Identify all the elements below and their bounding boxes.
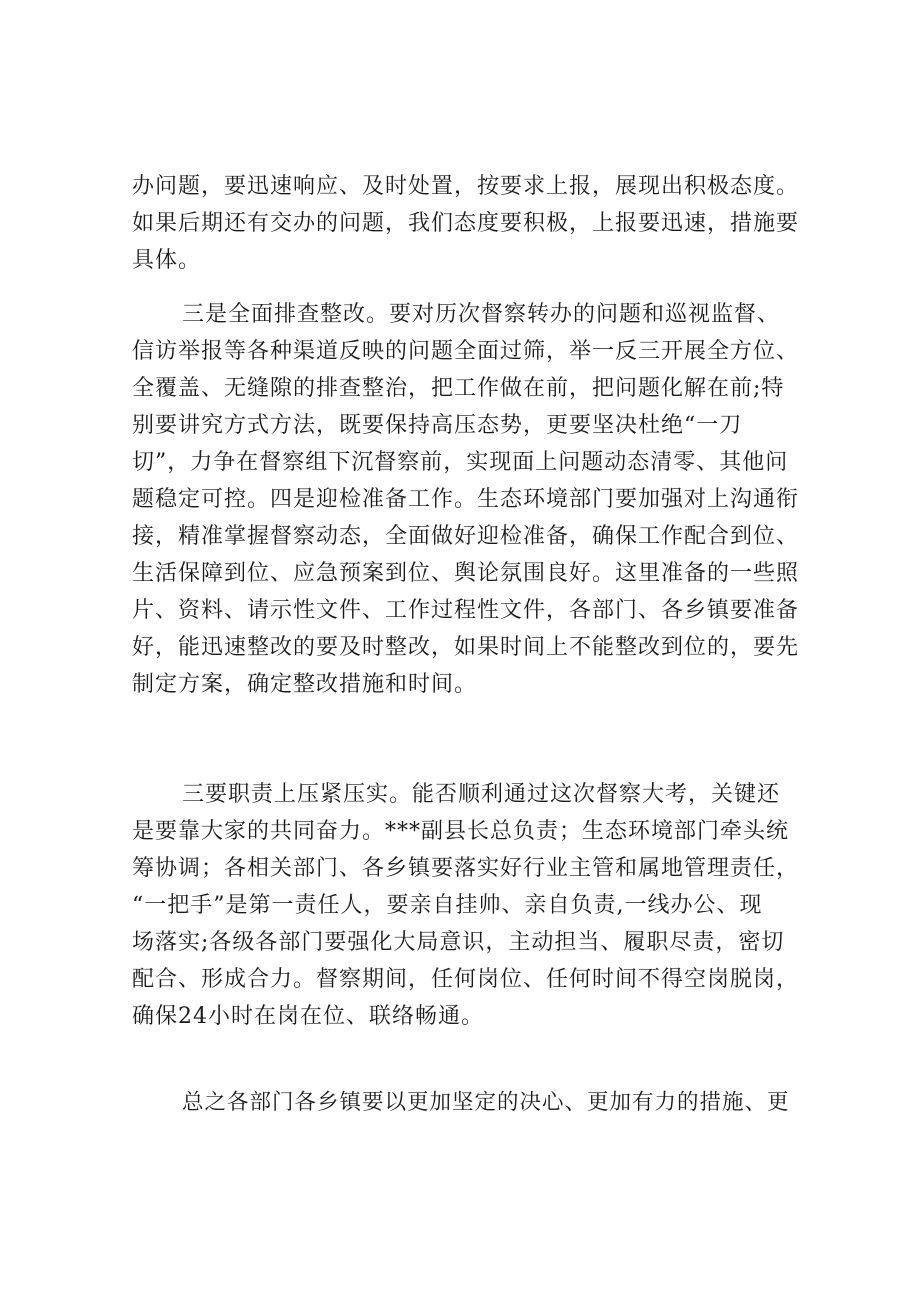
text-line: 全覆盖、无缝隙的排查整治，把工作做在前，把问题化解在前;特 bbox=[132, 376, 785, 401]
text-line: 筹协调；各相关部门、各乡镇要落实好行业主管和属地管理责任， bbox=[132, 856, 800, 881]
text-line: 确保24小时在岗在位、联络畅通。 bbox=[132, 1004, 484, 1029]
text-line: 别要讲究方式方法，既要保持高压态势，更要坚决杜绝“一刀 bbox=[132, 413, 743, 438]
text-line: 制定方案，确定整改措施和时间。 bbox=[132, 672, 478, 697]
text-line: 切”，力争在督察组下沉督察前，实现面上问题动态清零、其他问 bbox=[132, 450, 789, 475]
text-line: 三要职责上压紧压实。能否顺利通过这次督察大考，关键还 bbox=[182, 782, 781, 807]
text-line: 接，精准掌握督察动态，全面做好迎检准备，确保工作配合到位、 bbox=[132, 524, 800, 549]
paragraph-1 bbox=[132, 168, 802, 279]
text-line: 办问题，要迅速响应、及时处置，按要求上报，展现出积极态度。 bbox=[132, 174, 800, 199]
text-line: 信访举报等各种渠道反映的问题全面过筛，举一反三开展全方位、 bbox=[132, 339, 800, 364]
paragraph-3 bbox=[132, 776, 802, 1035]
text-line: 好，能迅速整改的要及时整改，如果时间上不能整改到位的，要先 bbox=[132, 635, 800, 660]
paragraph-2 bbox=[132, 296, 802, 703]
text-line: 总之各部门各乡镇要以更加坚定的决心、更加有力的措施、更 bbox=[182, 1090, 790, 1115]
paragraph-4 bbox=[132, 1084, 802, 1121]
text-line: 场落实;各级各部门要强化大局意识，主动担当、履职尽责，密切 bbox=[132, 930, 785, 955]
text-line: 生活保障到位、应急预案到位、舆论氛围良好。这里准备的一些照 bbox=[132, 561, 800, 586]
text-line: 配合、形成合力。督察期间，任何岗位、任何时间不得空岗脱岗， bbox=[132, 967, 800, 992]
text-line: “一把手”是第一责任人，要亲自挂帅、亲自负责,一线办公、现 bbox=[132, 893, 763, 918]
text-line: 如果后期还有交办的问题，我们态度要积极，上报要迅速，措施要 bbox=[132, 211, 800, 236]
text-line: 题稳定可控。四是迎检准备工作。生态环境部门要加强对上沟通衔 bbox=[132, 487, 800, 512]
text-line: 三是全面排查整改。要对历次督察转办的问题和巡视监督、 bbox=[182, 302, 781, 327]
text-line: 具体。 bbox=[132, 248, 202, 273]
text-line: 片、资料、请示性文件、工作过程性文件，各部门、各乡镇要准备 bbox=[132, 598, 800, 623]
text-line: 是要靠大家的共同奋力。***副县长总负责；生态环境部门牵头统 bbox=[132, 819, 790, 844]
